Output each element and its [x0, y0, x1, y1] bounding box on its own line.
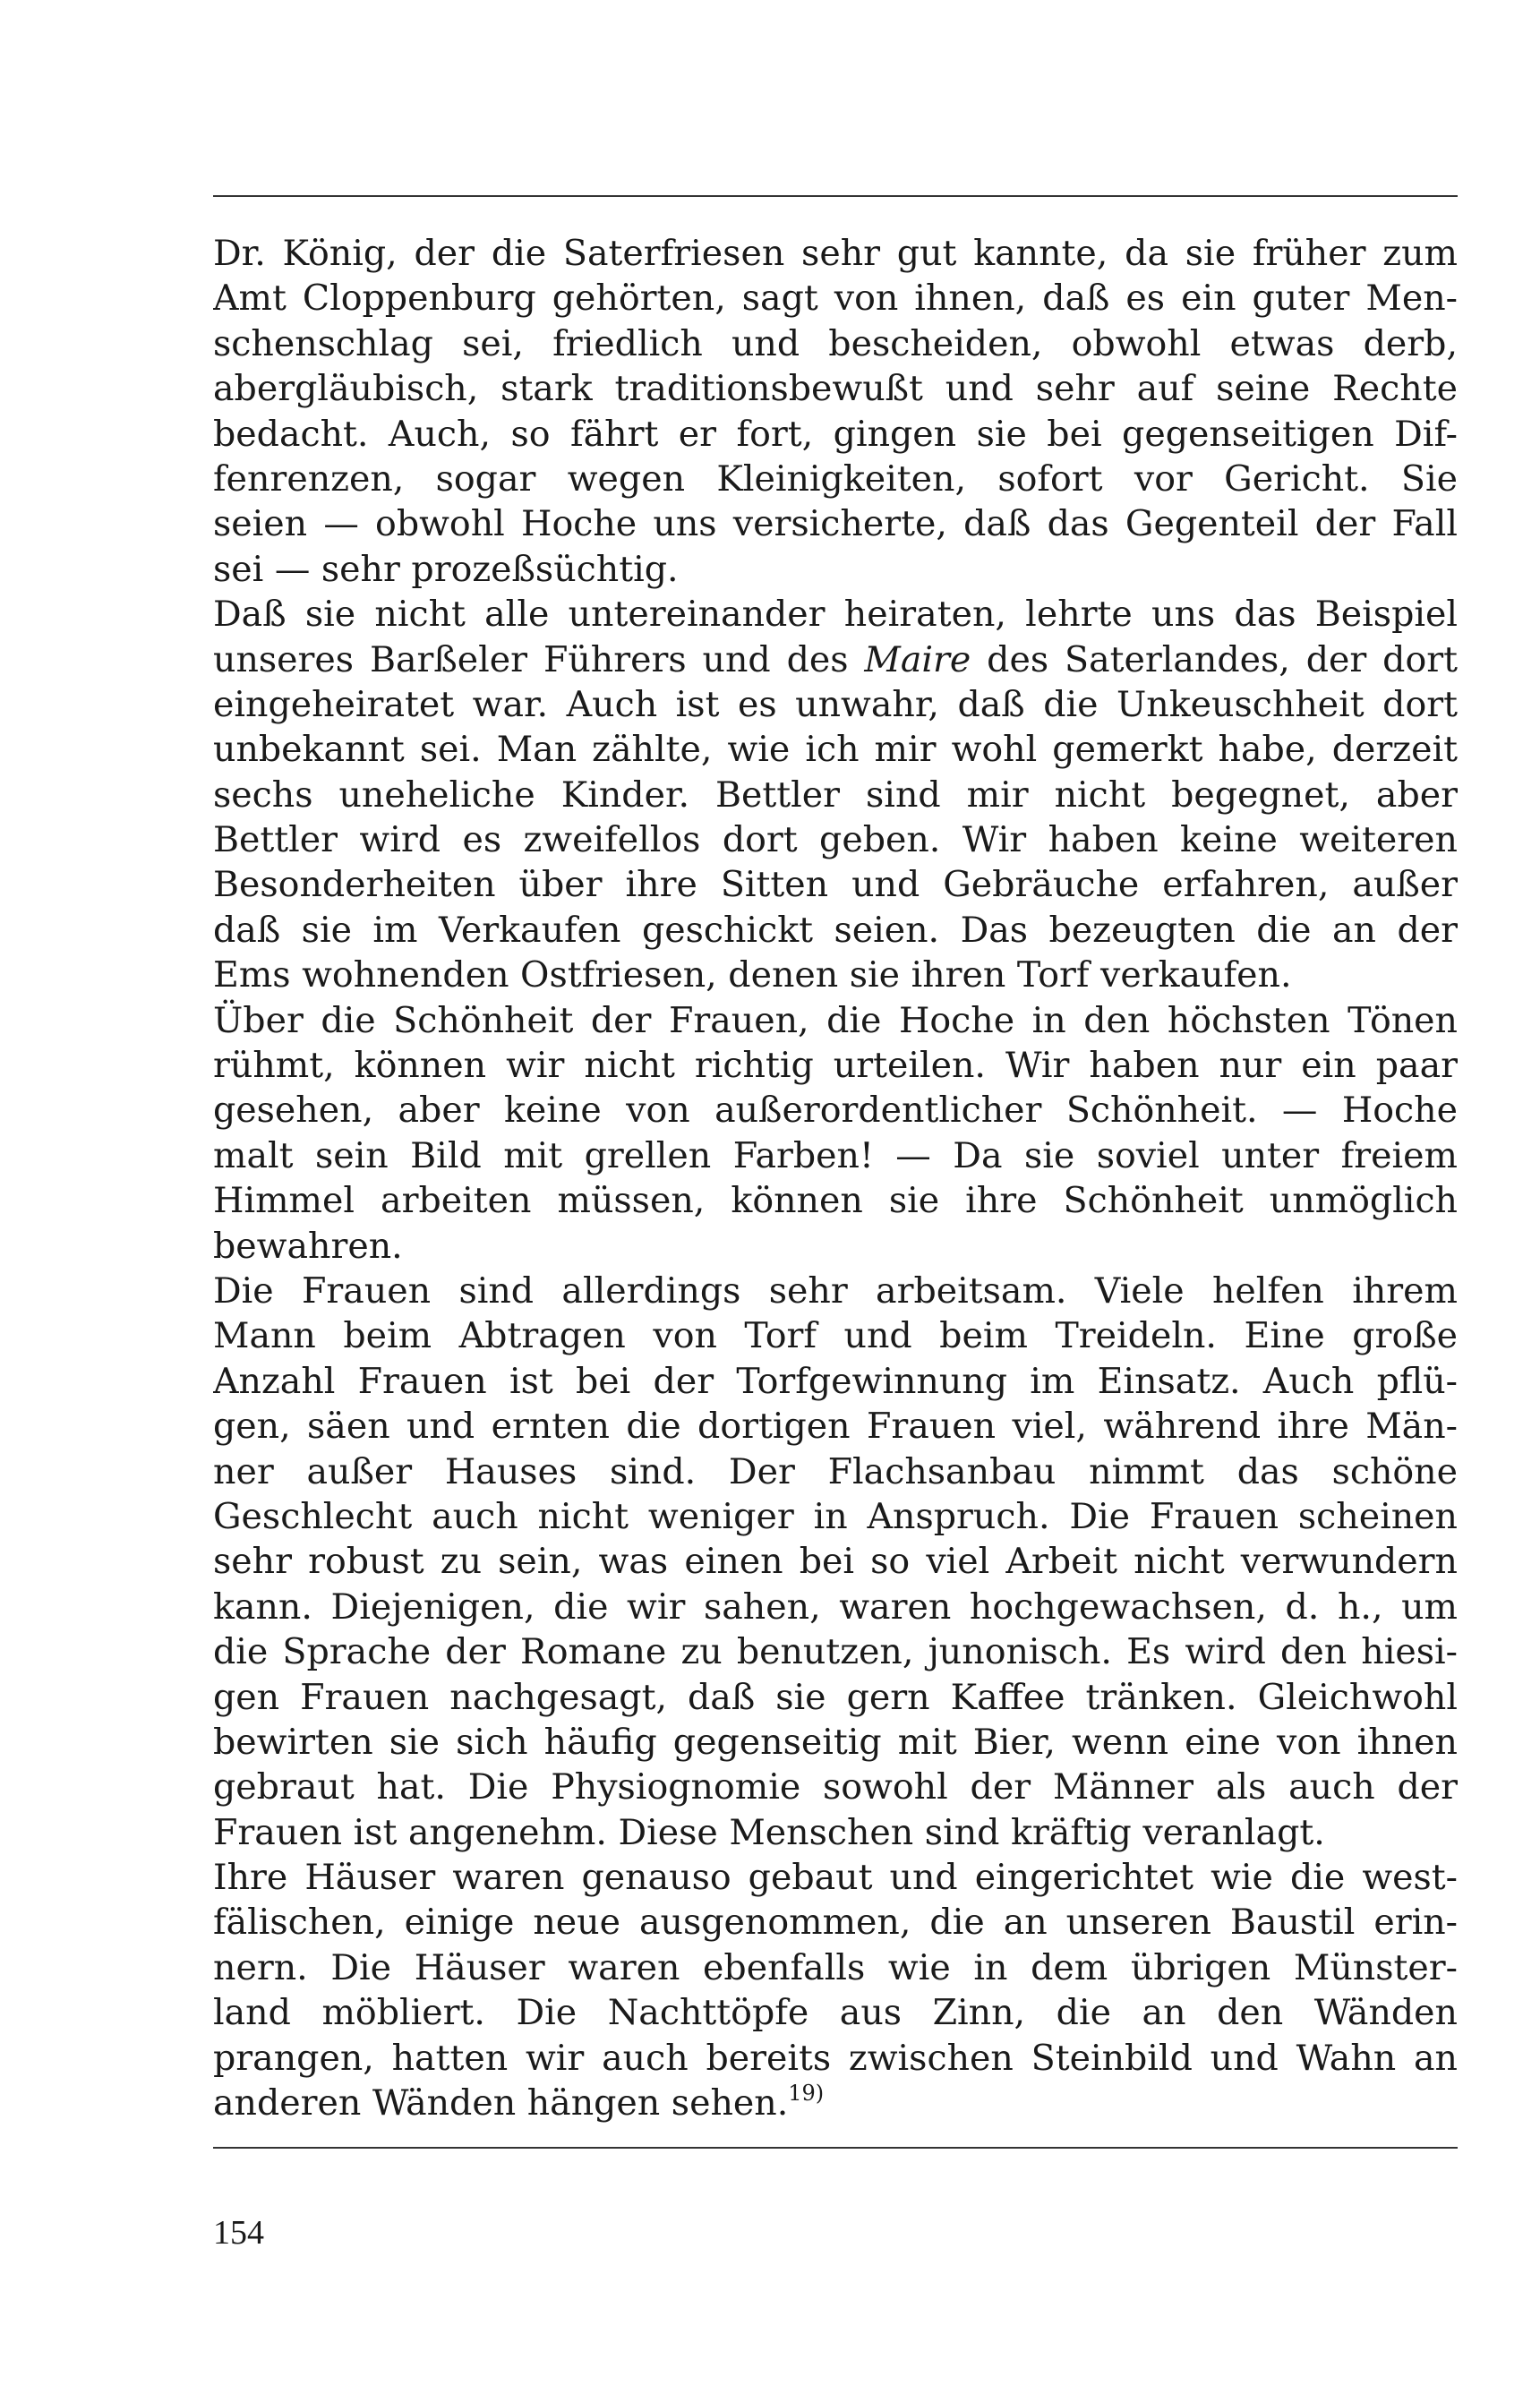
- text-segment: land möbliert. Die Nachttöpfe aus Zinn, die an den Wänden: [213, 1992, 1458, 2034]
- text-segment: Ihre Häuser waren genauso gebaut und eingerichtet wie die west-: [213, 1857, 1458, 1899]
- text-segment: Mann beim Abtragen von Torf und beim Treideln. Eine große: [213, 1315, 1458, 1357]
- text-segment: eingeheiratet war. Auch ist es unwahr, daß die Unkeuschheit dort: [213, 683, 1458, 725]
- text-line: [213, 727, 1458, 772]
- text-line: [213, 1224, 1458, 1269]
- text-segment: Dr. König, der die Saterfriesen sehr gut kannte, da sie früher zum: [213, 233, 1458, 274]
- page-number: 154: [213, 2214, 264, 2252]
- text-line: [213, 637, 1458, 682]
- text-line: [213, 953, 1458, 997]
- bottom-rule: [213, 2147, 1458, 2149]
- text-segment: Anzahl Frauen ist bei der Torfgewinnung im Einsatz. Auch pflü-: [213, 1360, 1458, 1402]
- text-segment: gebraut hat. Die Physiognomie sowohl der Männer als auch der: [213, 1766, 1458, 1808]
- text-line: [213, 1043, 1458, 1088]
- text-line: [213, 1494, 1458, 1539]
- text-segment: fälischen, einige neue ausgenommen, die an unseren Baustil erin-: [213, 1902, 1458, 1944]
- text-segment: prangen, hatten wir auch bereits zwischen Steinbild und Wahn an: [213, 2037, 1458, 2079]
- text-segment: Über die Schönheit der Frauen, die Hoche in den höchsten Tönen: [213, 999, 1458, 1041]
- text-line: [213, 2036, 1458, 2081]
- text-segment: fenrenzen, sogar wegen Kleinigkeiten, sofort vor Gericht. Sie: [213, 457, 1458, 500]
- text-line: [213, 998, 1458, 1043]
- text-line: [213, 1810, 1458, 1855]
- text-line: [213, 366, 1458, 411]
- text-line: [213, 1585, 1458, 1629]
- text-segment: anderen Wänden hängen sehen.: [213, 2082, 789, 2124]
- text-line: [213, 1133, 1458, 1178]
- text-line: [213, 1720, 1458, 1765]
- text-line: [213, 1675, 1458, 1720]
- text-segment: Daß sie nicht alle untereinander heiraten, lehrte uns das Beispiel: [213, 594, 1458, 636]
- text-line: [213, 1359, 1458, 1404]
- text-line: [213, 457, 1458, 501]
- top-rule: [213, 195, 1458, 197]
- text-line: [213, 501, 1458, 546]
- text-line: [213, 1765, 1458, 1809]
- text-line: [213, 547, 1458, 592]
- text-segment: seien — obwohl Hoche uns versicherte, daß das Gegenteil der Fall: [213, 503, 1458, 545]
- text-line: [213, 1088, 1458, 1133]
- text-segment: Besonderheiten über ihre Sitten und Gebräuche erfahren, außer: [213, 864, 1458, 906]
- text-segment: unbekannt sei. Man zählte, wie ich mir wohl gemerkt habe, derzeit: [213, 729, 1458, 771]
- text-segment: des Saterlandes, der dort: [971, 638, 1458, 680]
- text-segment: gen, säen und ernten die dortigen Frauen viel, während ihre Män-: [213, 1406, 1458, 1448]
- text-line: [213, 1629, 1458, 1674]
- text-segment: bedacht. Auch, so fährt er fort, gingen sie bei gegenseitigen Dif-: [213, 413, 1458, 455]
- text-segment: die Sprache der Romane zu benutzen, junonisch. Es wird den hiesi-: [213, 1631, 1458, 1673]
- text-line: [213, 276, 1458, 321]
- text-line: [213, 231, 1458, 276]
- italic-term: Maire: [864, 638, 971, 680]
- text-segment: kann. Diejenigen, die wir sahen, waren hochgewachsen, d. h., um: [213, 1586, 1458, 1628]
- text-segment: ner außer Hauses sind. Der Flachsanbau nimmt das schöne: [213, 1450, 1458, 1492]
- text-line: [213, 1990, 1458, 2035]
- text-segment: abergläubisch, stark traditionsbewußt und sehr auf seine Rechte: [213, 368, 1458, 410]
- text-segment: unseres Barßeler Führers und des: [213, 638, 865, 680]
- text-segment: Die Frauen sind allerdings sehr arbeitsam. Viele helfen ihrem: [213, 1269, 1458, 1312]
- text-segment: sechs uneheliche Kinder. Bettler sind mir nicht begegnet, aber: [213, 774, 1458, 816]
- text-segment: schenschlag sei, friedlich und bescheiden, obwohl etwas derb,: [213, 322, 1458, 364]
- text-line: [213, 817, 1458, 862]
- text-segment: Bettler wird es zweifellos dort geben. Wir haben keine weiteren: [213, 819, 1458, 861]
- text-segment: gesehen, aber keine von außerordentlicher Schönheit. — Hoche: [213, 1090, 1458, 1132]
- text-segment: sehr robust zu sein, was einen bei so viel Arbeit nicht verwundern: [213, 1541, 1458, 1583]
- text-segment: sei — sehr prozeßsüchtig.: [213, 548, 679, 590]
- text-segment: gen Frauen nachgesagt, daß sie gern Kaffee tränken. Gleichwohl: [213, 1676, 1458, 1718]
- text-segment: Frauen ist angenehm. Diese Menschen sind kräftig veranlagt.: [213, 1811, 1325, 1853]
- text-segment: bewirten sie sich häufig gegenseitig mit Bier, wenn eine von ihnen: [213, 1721, 1458, 1763]
- text-line: [213, 1539, 1458, 1584]
- text-line: [213, 412, 1458, 457]
- text-segment: Ems wohnenden Ostfriesen, denen sie ihren Torf verkaufen.: [213, 954, 1292, 996]
- text-line: [213, 1855, 1458, 1900]
- text-segment: bewahren.: [213, 1225, 403, 1267]
- text-line: [213, 2081, 1458, 2125]
- text-line: [213, 1313, 1458, 1358]
- text-segment: malt sein Bild mit grellen Farben! — Da sie soviel unter freiem: [213, 1134, 1458, 1176]
- text-line: [213, 1449, 1458, 1494]
- footnote-marker[interactable]: 19): [788, 2081, 825, 2107]
- body-text: [213, 231, 1458, 2125]
- text-segment: daß sie im Verkaufen geschickt seien. Das bezeugten die an der: [213, 909, 1458, 951]
- text-segment: nern. Die Häuser waren ebenfalls wie in dem übrigen Münster-: [213, 1946, 1458, 1988]
- text-line: [213, 1404, 1458, 1449]
- text-line: [213, 592, 1458, 637]
- text-segment: Geschlecht auch nicht weniger in Anspruch. Die Frauen scheinen: [213, 1495, 1458, 1537]
- text-line: [213, 1900, 1458, 1945]
- text-line: [213, 773, 1458, 817]
- text-line: [213, 1945, 1458, 1990]
- text-segment: Amt Cloppenburg gehörten, sagt von ihnen, daß es ein guter Men-: [213, 278, 1458, 320]
- text-line: [213, 862, 1458, 907]
- text-line: [213, 321, 1458, 366]
- text-line: [213, 1269, 1458, 1313]
- text-line: [213, 908, 1458, 953]
- text-segment: Himmel arbeiten müssen, können sie ihre Schönheit unmöglich: [213, 1180, 1458, 1222]
- text-line: [213, 682, 1458, 727]
- text-line: [213, 1178, 1458, 1223]
- text-segment: rühmt, können wir nicht richtig urteilen. Wir haben nur ein paar: [213, 1045, 1458, 1087]
